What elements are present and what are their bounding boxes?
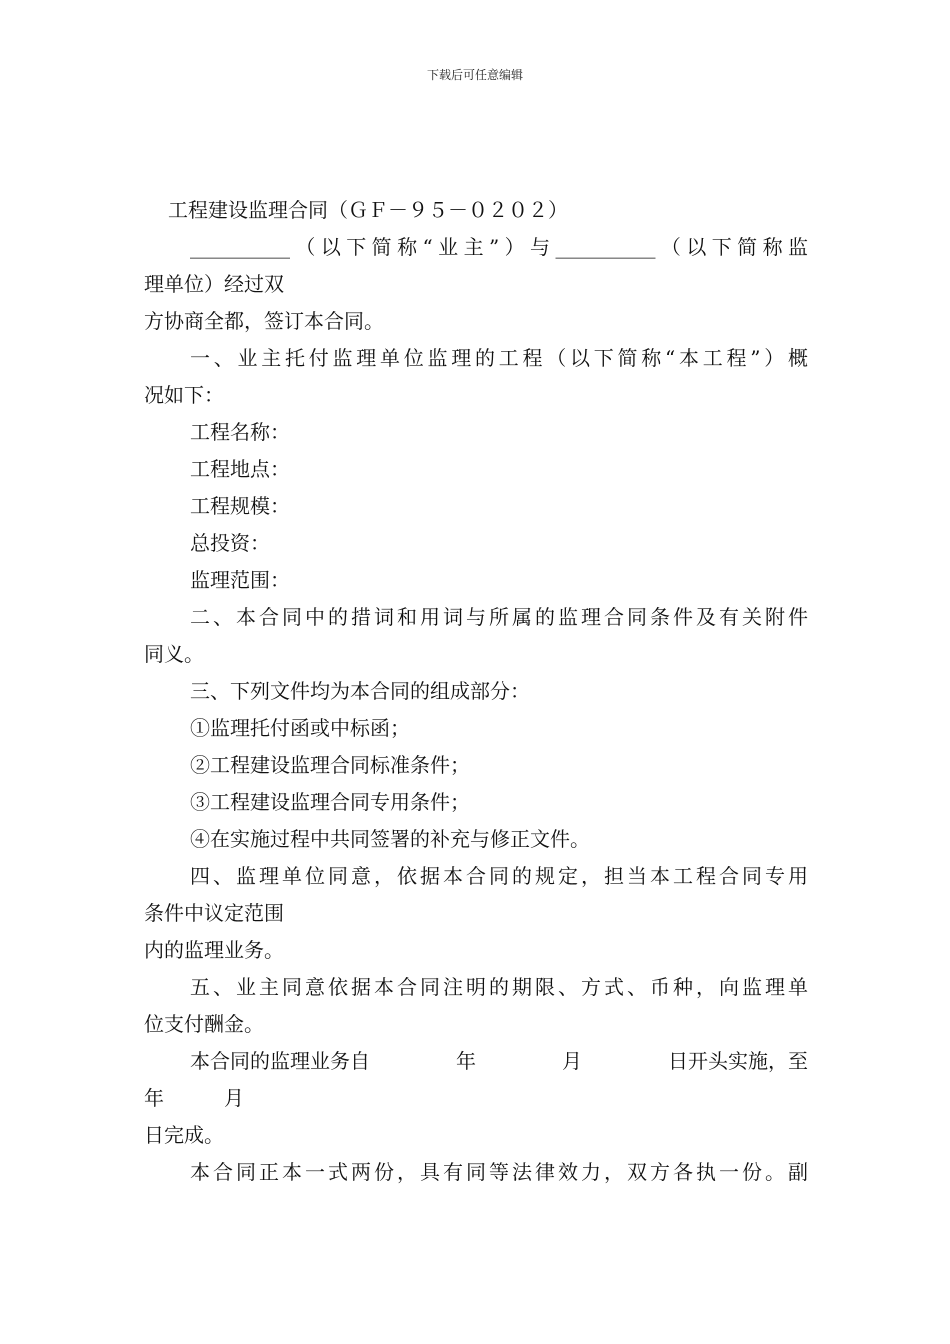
term-end-line: 日完成。 — [144, 1123, 224, 1147]
term-text-start: 本合同的监理业务自 — [190, 1049, 370, 1073]
component-item-3: ③工程建设监理合同专用条件； — [190, 790, 470, 814]
clause-5-line-1: 五、业主同意依据本合同注明的期限、方式、币种，向监理单 — [190, 975, 808, 999]
intro-line-1: __________（以下简称“业主”）与__________（以下简称监 — [190, 235, 808, 259]
intro-line-3: 方协商全都，签订本合同。 — [144, 309, 384, 333]
term-text-begin: 日开头实施，至 — [668, 1049, 808, 1073]
contract-title: 工程建设监理合同（ＧＦ－９５－０２０２） — [168, 198, 568, 222]
clause-3-line-1: 三、下列文件均为本合同的组成部分： — [190, 679, 530, 703]
clause-4-line-3: 内的监理业务。 — [144, 938, 284, 962]
field-supervision-scope: 监理范围： — [190, 568, 290, 592]
clause-1-line-1: 一、业主托付监理单位监理的工程（以下简称“本工程”）概 — [190, 346, 808, 370]
clause-1-line-2: 况如下： — [144, 383, 224, 407]
term-end-year-month: 年 月 — [144, 1086, 244, 1110]
intro-line-2: 理单位）经过双 — [144, 272, 284, 296]
copies-line-1: 本合同正本一式两份，具有同等法律效力，双方各执一份。副 — [190, 1160, 808, 1184]
term-month-label: 月 — [562, 1049, 582, 1073]
field-total-investment: 总投资： — [190, 531, 270, 555]
clause-2-line-2: 同义。 — [144, 642, 204, 666]
term-year-label: 年 — [456, 1049, 476, 1073]
field-project-name: 工程名称： — [190, 420, 290, 444]
field-project-location: 工程地点： — [190, 457, 290, 481]
field-project-scale: 工程规模： — [190, 494, 290, 518]
clause-4-line-2: 条件中议定范围 — [144, 901, 284, 925]
term-start-line — [144, 1043, 808, 1080]
clause-5-line-2: 位支付酬金。 — [144, 1012, 264, 1036]
clause-4-line-1: 四、监理单位同意，依据本合同的规定，担当本工程合同专用 — [190, 864, 808, 888]
component-item-4: ④在实施过程中共同签署的补充与修正文件。 — [190, 827, 590, 851]
component-item-1: ①监理托付函或中标函； — [190, 716, 410, 740]
component-item-2: ②工程建设监理合同标准条件； — [190, 753, 470, 777]
clause-2-line-1: 二、本合同中的措词和用词与所属的监理合同条件及有关附件 — [190, 605, 808, 629]
contract-body — [144, 192, 808, 1191]
page-header-note: 下载后可任意编辑 — [426, 68, 523, 82]
